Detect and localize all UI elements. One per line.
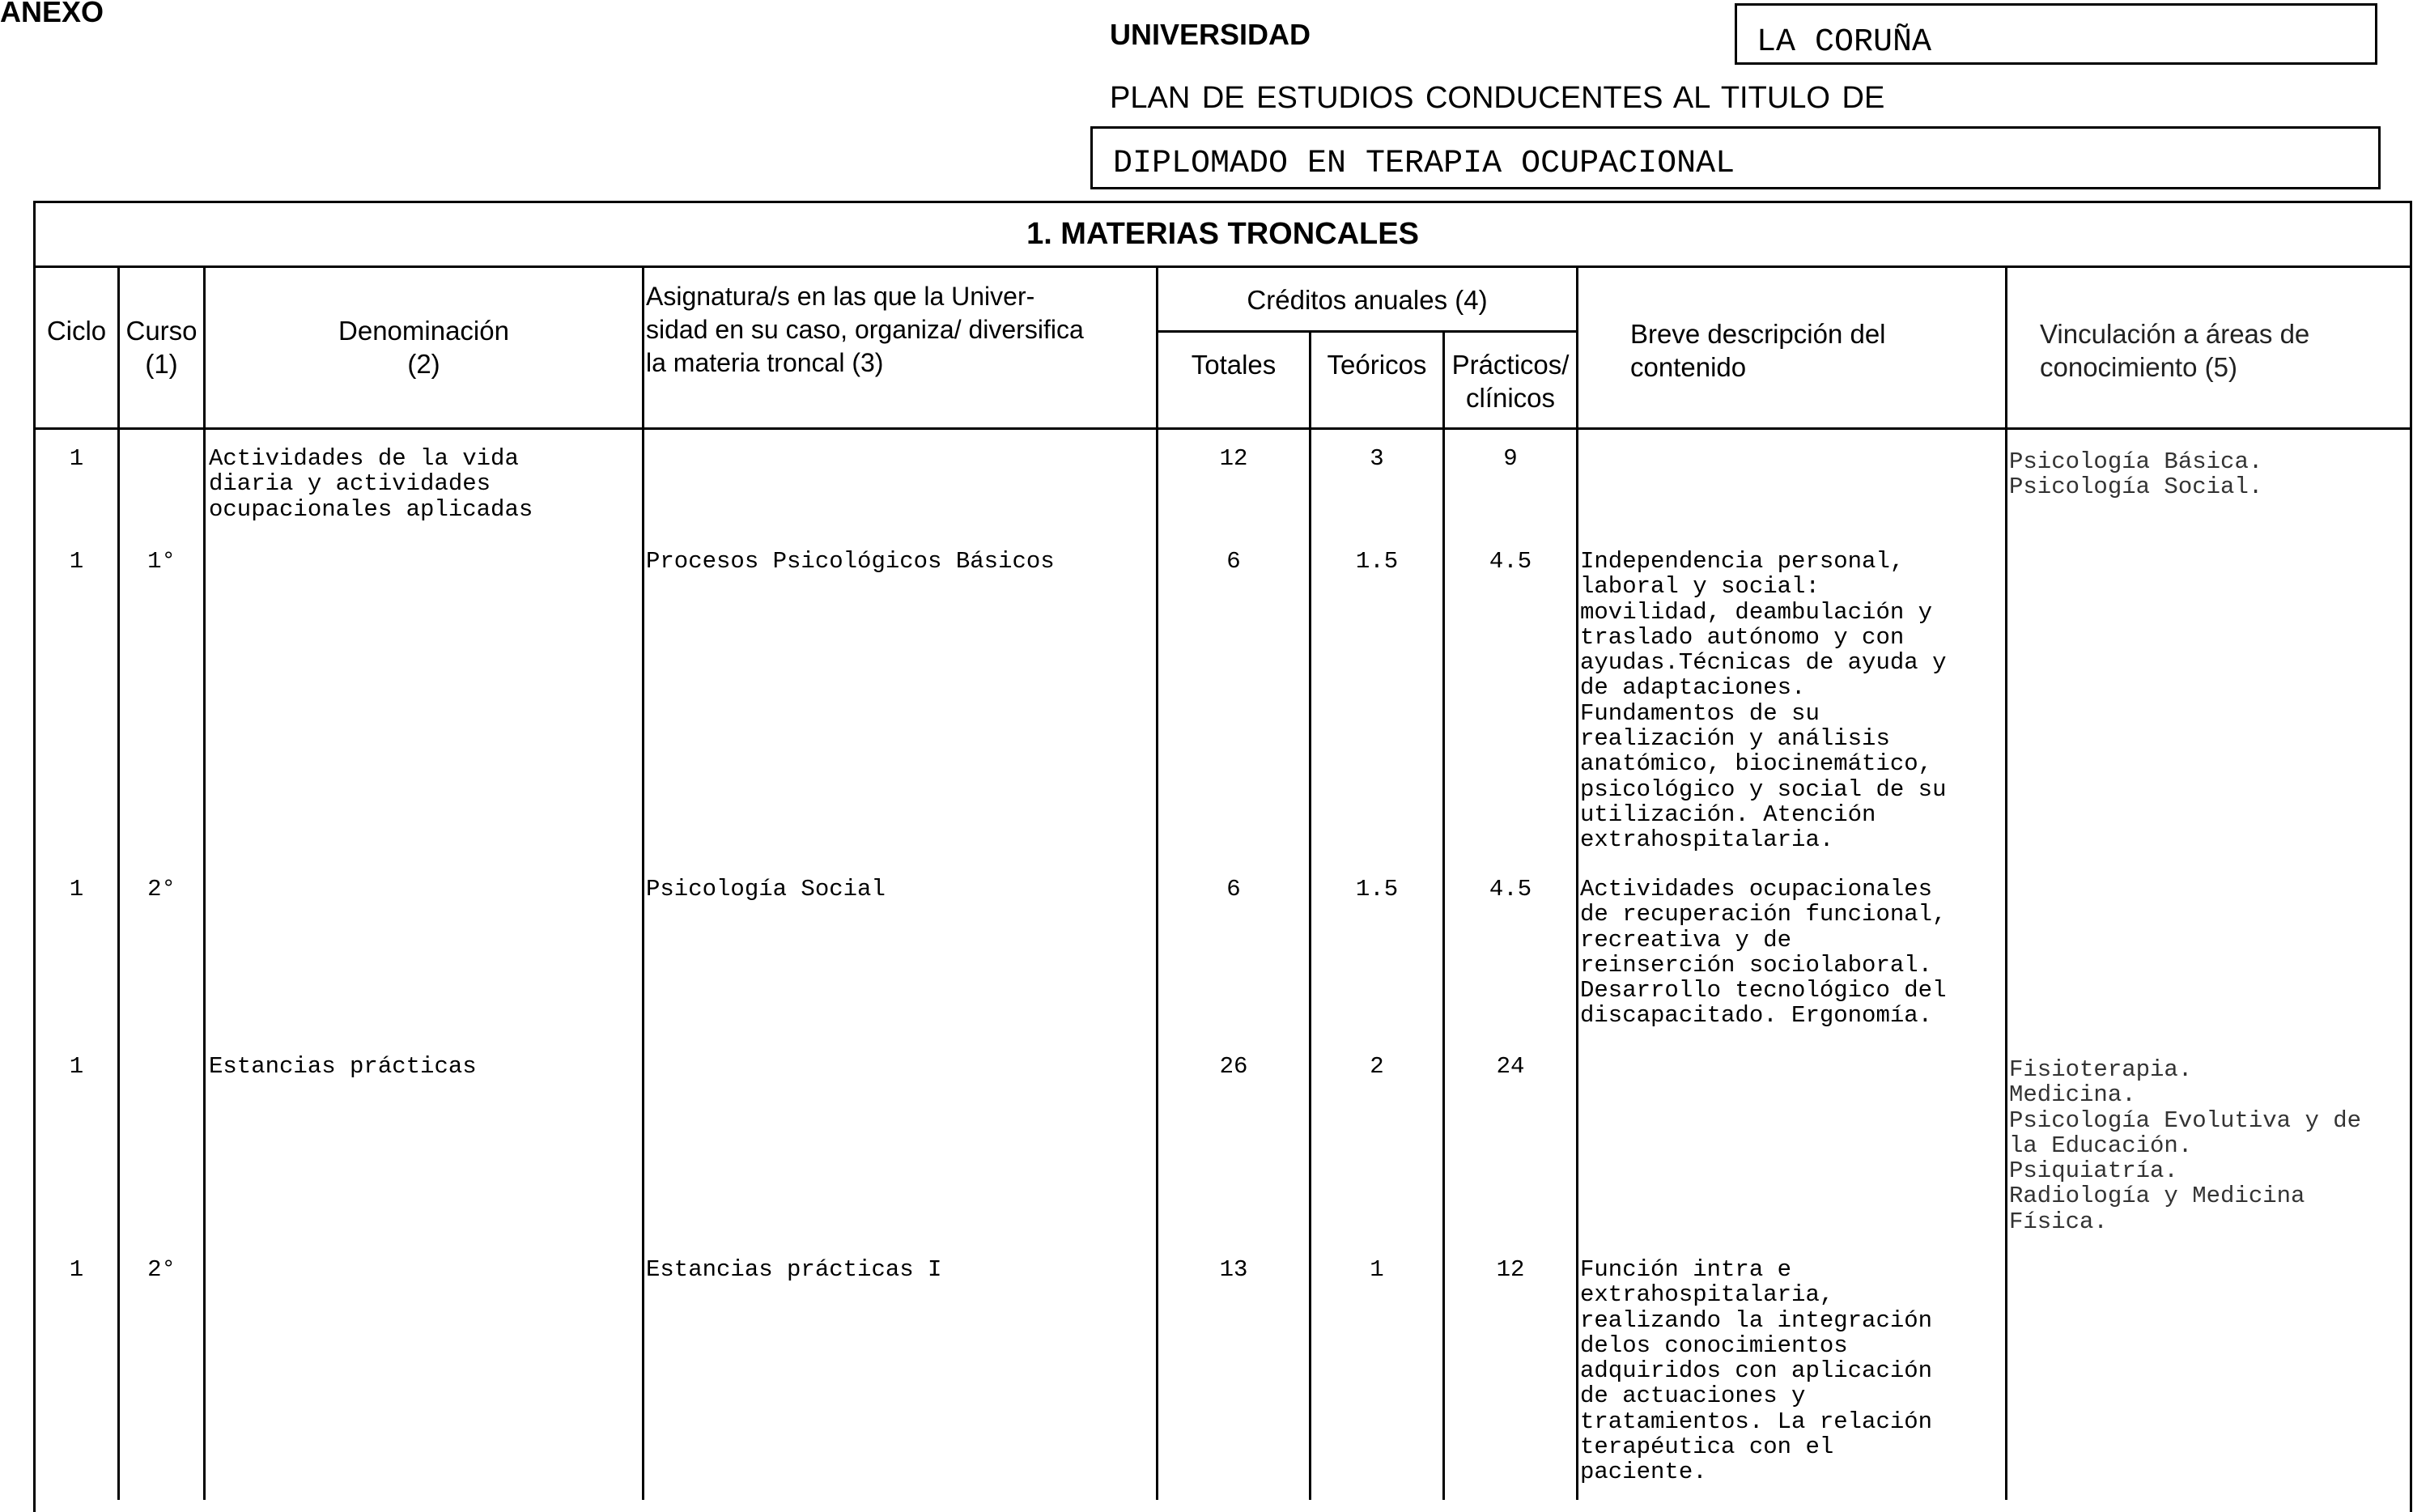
cell-denominacion: Actividades de la vida diaria y actividades ocupacionales aplicadas	[209, 445, 533, 523]
column-divider	[1442, 330, 1445, 1500]
cell-asignatura: Psicología Social	[646, 876, 886, 903]
col-header-practicos: Prácticos/ clínicos	[1451, 350, 1570, 413]
annex-label: ANEXO	[0, 0, 104, 28]
column-divider	[642, 265, 644, 1500]
university-label: UNIVERSIDAD	[1110, 18, 1311, 51]
column-divider	[2005, 265, 2007, 1500]
plan-label: PLAN DE ESTUDIOS CONDUCENTES AL TITULO DE	[1110, 81, 1885, 115]
column-divider	[1309, 330, 1311, 1500]
cell-curso: 2°	[147, 1256, 176, 1283]
degree-title-value: DIPLOMADO EN TERAPIA OCUPACIONAL	[1113, 146, 1735, 182]
cell-descripcion: Función intra e extrahospitalaria, realizando la integración delos conocimientos adquiridos con aplicación de actuaciones y tratamientos. La relación terapéutica con el paciente.	[1580, 1256, 1933, 1486]
cell-teoricos: 1.5	[1355, 548, 1399, 575]
cell-practicos: 24	[1496, 1053, 1525, 1080]
cell-teoricos: 1.5	[1355, 876, 1399, 903]
section-title: 1. MATERIAS TRONCALES	[1026, 217, 1419, 251]
col-header-totales: Totales	[1191, 350, 1277, 380]
cell-totales: 6	[1226, 876, 1241, 903]
col-header-ciclo: Ciclo	[46, 316, 107, 346]
university-value: LA CORUÑA	[1757, 24, 1932, 61]
cell-asignatura: Procesos Psicológicos Básicos	[646, 548, 1055, 575]
cell-teoricos: 2	[1370, 1053, 1384, 1080]
column-divider	[1576, 265, 1578, 1500]
cell-ciclo: 1	[69, 1256, 84, 1283]
cell-descripcion: Independencia personal, laboral y social: movilidad, deambulación y traslado autónomo y con ayudas.Técnicas de ayuda y de adaptaciones. Fundamentos de su realización y análisis anatómico, biocinemático, psicológico y social de su utilización. Atención extrahospitalaria.	[1580, 548, 1947, 854]
cell-teoricos: 3	[1370, 445, 1384, 472]
table-frame	[33, 201, 2412, 1512]
cell-vinculacion: Fisioterapia. Medicina. Psicología Evolutiva y de la Educación. Psiquiatría. Radiología y Medicina Física.	[2009, 1056, 2362, 1235]
cell-ciclo: 1	[69, 548, 84, 575]
cell-descripcion: Actividades ocupacionales de recuperación funcional, recreativa y de reinserción sociolaboral. Desarrollo tecnológico del discapacitado. Ergonomía.	[1580, 876, 1947, 1030]
cell-teoricos: 1	[1370, 1256, 1384, 1283]
col-header-vinculacion: Vinculación a áreas de conocimiento (5)	[2040, 319, 2310, 382]
cell-practicos: 9	[1503, 445, 1518, 472]
column-divider	[203, 265, 206, 1500]
col-header-denominacion: Denominación (2)	[338, 316, 509, 379]
col-header-asignatura: Asignatura/s en las que la Univer- sidad en su caso, organiza/ diversifica la materia troncal (3)	[646, 282, 1084, 377]
credits-subheader-divider	[1156, 330, 1577, 333]
cell-practicos: 4.5	[1489, 548, 1532, 575]
col-header-creditos: Créditos anuales (4)	[1247, 285, 1488, 315]
cell-practicos: 4.5	[1489, 876, 1532, 903]
cell-denominacion: Estancias prácticas	[209, 1053, 477, 1080]
header-bottom-divider	[33, 427, 2412, 430]
col-header-descripcion: Breve descripción del contenido	[1630, 319, 1886, 382]
cell-ciclo: 1	[69, 445, 84, 472]
cell-asignatura: Estancias prácticas I	[646, 1256, 942, 1283]
cell-totales: 26	[1219, 1053, 1248, 1080]
cell-totales: 13	[1219, 1256, 1248, 1283]
cell-curso: 2°	[147, 876, 176, 903]
cell-totales: 12	[1219, 445, 1248, 472]
cell-ciclo: 1	[69, 876, 84, 903]
col-header-teoricos: Teóricos	[1327, 350, 1427, 380]
cell-ciclo: 1	[69, 1053, 84, 1080]
cell-curso: 1°	[147, 548, 176, 575]
cell-practicos: 12	[1496, 1256, 1525, 1283]
cell-vinculacion: Psicología Básica. Psicología Social.	[2009, 448, 2263, 501]
cell-totales: 6	[1226, 548, 1241, 575]
col-header-curso: Curso (1)	[125, 316, 198, 379]
section-title-divider	[33, 265, 2412, 268]
